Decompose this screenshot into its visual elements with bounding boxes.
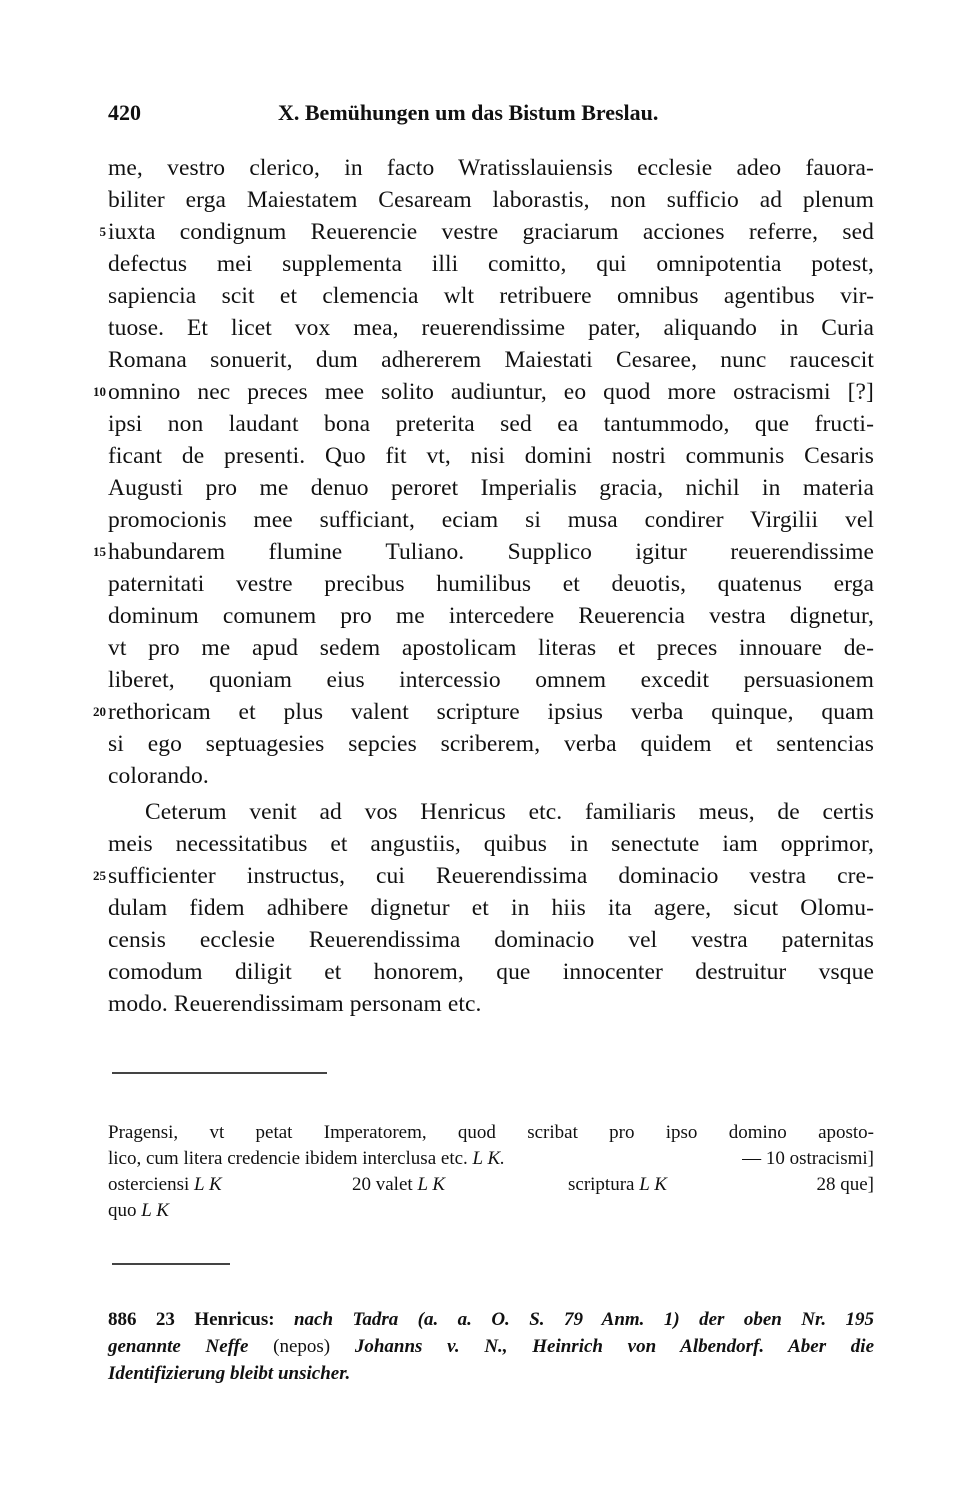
text-line: defectus mei supplementa illi comitto, qui omnipotentia potest, (108, 251, 874, 277)
apparatus-text (352, 1172, 445, 1198)
apparatus-text: lico, cum litera credencie ibidem interclusa etc. (108, 1148, 468, 1169)
line-number: 5 (99, 224, 106, 239)
text-line: meis necessitatibus et angustiis, quibus in senectute iam opprimor, (108, 831, 874, 857)
note-text: Identifizierung bleibt unsicher. (108, 1363, 351, 1384)
apparatus-line: Pragensi, vt petat Imperatorem, quod scribat pro ipso domino aposto- (108, 1122, 874, 1143)
siglum: L K (194, 1174, 222, 1195)
text-line: promocionis mee sufficiant, eciam si musa condirer Virgilii vel (108, 507, 874, 533)
text-line: tuose. Et licet vox mea, reuerendissime pater, aliquando in Curia (108, 315, 874, 341)
siglum: L K (639, 1174, 667, 1195)
page-header (108, 100, 878, 134)
divider-rule (112, 1072, 327, 1074)
text-line: Augusti pro me denuo peroret Imperialis gracia, nichil in materia (108, 475, 874, 501)
note-text: (nepos) (273, 1336, 331, 1357)
siglum: L K (141, 1200, 169, 1221)
text-line: Romana sonuerit, dum adhererem Maiestati Cesaree, nunc raucescit (108, 347, 874, 373)
apparatus-text: 28 que] (816, 1174, 874, 1195)
text-line: me, vestro clerico, in facto Wratisslauiensis ecclesie adeo fauora- (108, 155, 874, 181)
apparatus-line (108, 1198, 874, 1224)
divider-rule (112, 1263, 230, 1265)
text-line: vt pro me apud sedem apostolicam literas et preces innouare de- (108, 635, 874, 661)
note-reference: 886 23 Henricus: (108, 1309, 275, 1330)
text-line: sufficienter instructus, cui Reuerendissima dominacio vestra cre- (108, 863, 874, 889)
text-line: habundarem flumine Tuliano. Supplico igitur reuerendissime (108, 539, 874, 565)
note-text: genannte Neffe (108, 1336, 249, 1357)
apparatus-line (108, 1172, 874, 1198)
note-line (108, 1360, 874, 1387)
text-line: rethoricam et plus valent scripture ipsius verba quinque, quam (108, 699, 874, 725)
text-line: si ego septuagesies sepcies scriberem, verba quidem et sentencias (108, 731, 874, 757)
text-line: biliter erga Maiestatem Cesaream laborastis, non sufficio ad plenum (108, 187, 874, 213)
note-line (108, 1333, 874, 1360)
apparatus-text: osterciensi (108, 1174, 190, 1195)
text-line: omnino nec preces mee solito audiuntur, eo quod more ostracismi [?] (108, 379, 874, 405)
apparatus-variant: 20 valet (352, 1174, 413, 1195)
text-line: iuxta condignum Reuerencie vestre graciarum acciones referre, sed (108, 219, 874, 245)
apparatus-text (568, 1172, 667, 1198)
text-line: paternitati vestre precibus humilibus et deuotis, quatenus erga (108, 571, 874, 597)
apparatus-line (108, 1146, 874, 1172)
text-line: dominum comunem pro me intercedere Reuerencia vestra dignetur, (108, 603, 874, 629)
apparatus-variant: scriptura (568, 1174, 635, 1195)
text-line: ipsi non laudant bona preterita sed ea tantummodo, que fructi- (108, 411, 874, 437)
line-number: 20 (93, 704, 106, 719)
note-line (108, 1306, 874, 1333)
apparatus-text: quo (108, 1200, 137, 1221)
note-text: nach Tadra (a. a. O. S. 79 Anm. 1) der oben Nr. 195 (293, 1309, 874, 1330)
text-line: dulam fidem adhibere dignetur et in hiis ita agere, sicut Olomu- (108, 895, 874, 921)
running-title: X. Bemühungen um das Bistum Breslau. (278, 100, 659, 125)
line-number: 10 (93, 384, 106, 399)
text-line: comodum diligit et honorem, que innocenter destruitur vsque (108, 959, 874, 985)
text-line: liberet, quoniam eius intercessio omnem excedit persuasionem (108, 667, 874, 693)
line-number: 15 (93, 544, 106, 559)
text-line: Ceterum venit ad vos Henricus etc. familiaris meus, de certis (145, 799, 874, 825)
apparatus-text: — 10 ostracismi] (742, 1148, 874, 1169)
siglum: L K (417, 1174, 446, 1195)
siglum: L K. (472, 1148, 505, 1169)
text-line: sapiencia scit et clemencia wlt retribuere omnibus agentibus vir- (108, 283, 874, 309)
text-line: ficant de presenti. Quo fit vt, nisi domini nostri communis Cesaris (108, 443, 874, 469)
text-line: modo. Reuerendissimam personam etc. (108, 991, 482, 1017)
note-text: Johanns v. N., Heinrich von Albendorf. Aber die (354, 1336, 875, 1357)
text-line: censis ecclesie Reuerendissima dominacio vel vestra paternitas (108, 927, 874, 953)
text-line: colorando. (108, 763, 209, 789)
page-number: 420 (108, 100, 141, 125)
line-number: 25 (93, 868, 106, 883)
